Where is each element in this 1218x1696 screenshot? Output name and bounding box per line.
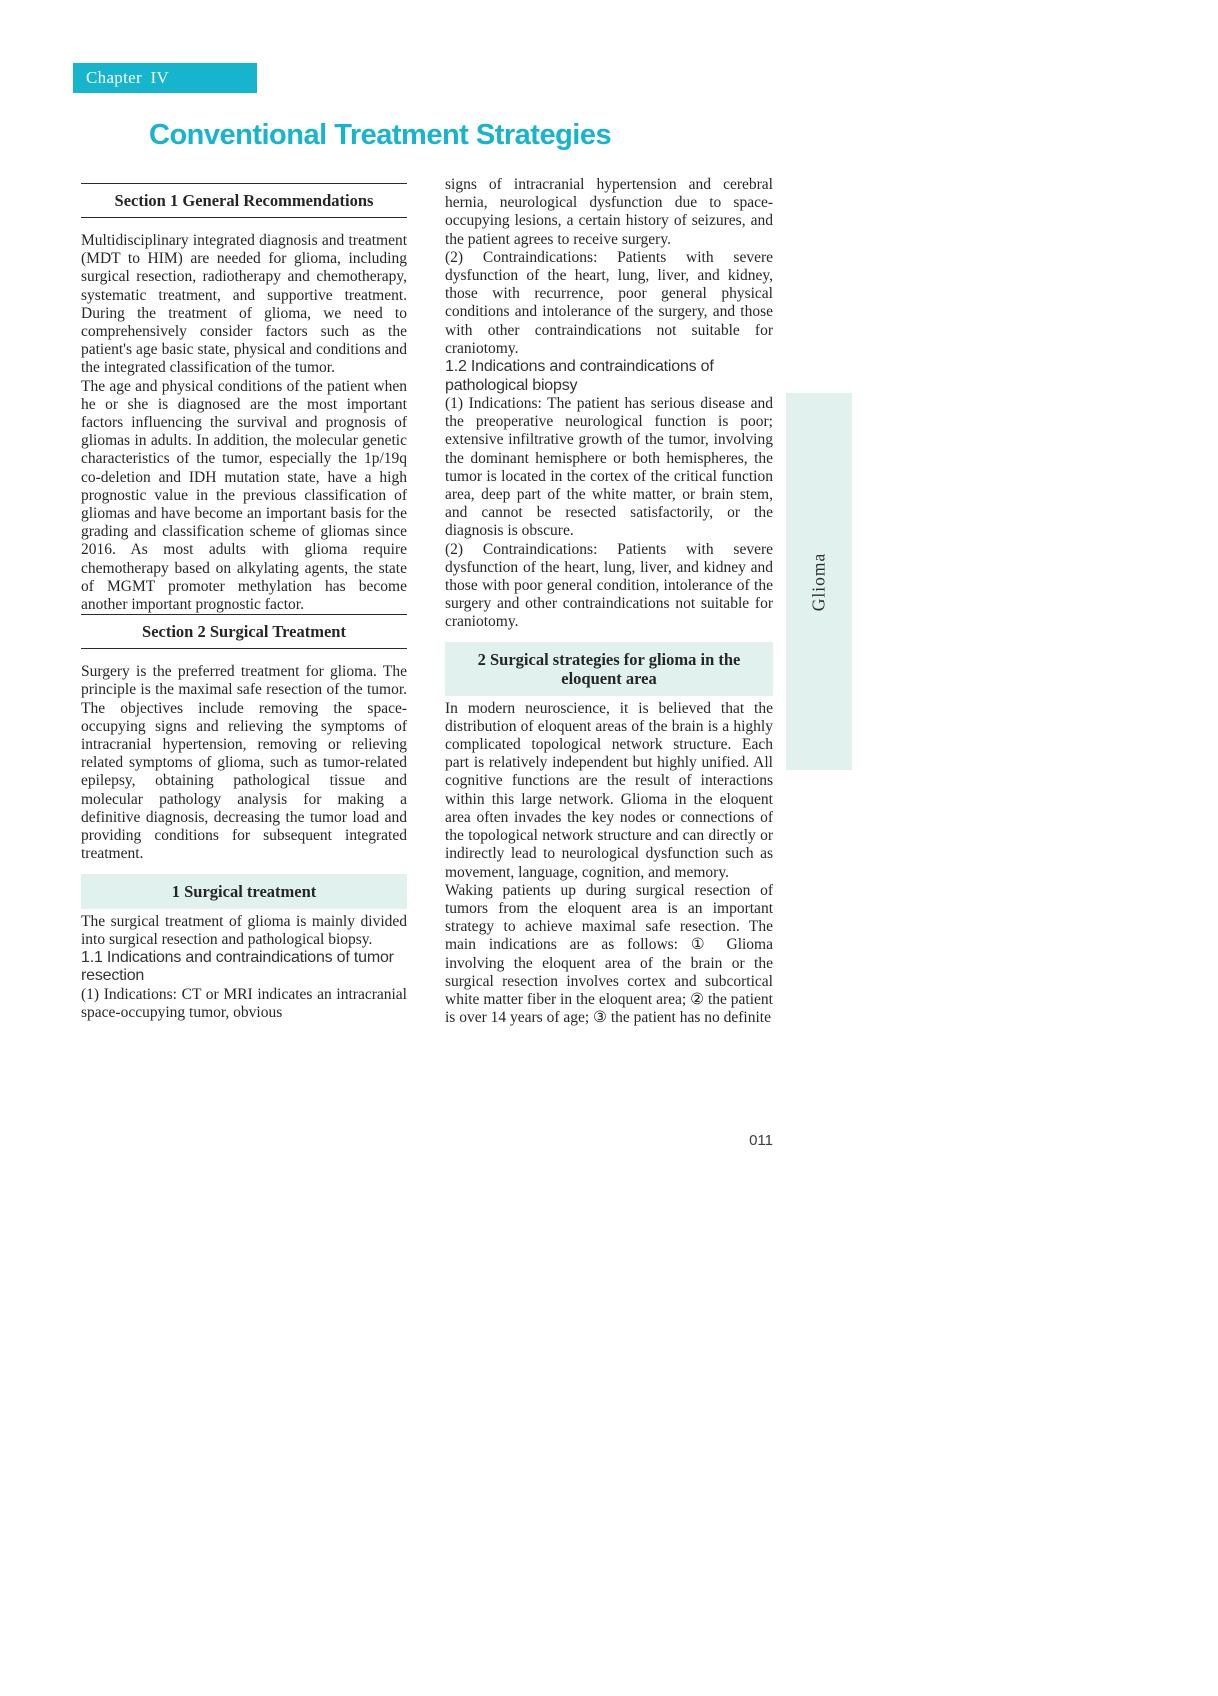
page-title: Conventional Treatment Strategies — [149, 119, 612, 152]
body-paragraph: (2) Contraindications: Patients with severe dysfunction of the heart, lung, liver, and kidney and those with poor general condition, intolerance of the surgery and other contraindications not suitable for craniotomy. — [445, 540, 773, 631]
side-tab-label: Glioma — [808, 552, 829, 611]
right-column — [445, 176, 773, 1027]
left-column — [81, 183, 407, 1022]
chapter-badge — [73, 63, 257, 93]
body-paragraph: The age and physical conditions of the patient when he or she is diagnosed are the most important factors influencing the survival and prognosis of gliomas in adults. In addition, the molecular genetic characteristics of the tumor, especially the 1p/19q co-deletion and IDH mutation state, have a high prognostic value in the previous classification of gliomas and have become an important basis for the grading and classification scheme of gliomas since 2016. As most adults with glioma require chemotherapy based on alkylating agents, the state of MGMT promoter methylation has become another important prognostic factor. — [81, 377, 407, 614]
body-paragraph: Multidisciplinary integrated diagnosis and treatment (MDT to HIM) are needed for glioma, including surgical resection, radiotherapy and chemotherapy, systematic treatment, and supportive treatment. During the treatment of glioma, we need to comprehensively consider factors such as the patient's age basic state, physical and conditions and the integrated classification of the tumor. — [81, 232, 407, 377]
body-paragraph: signs of intracranial hypertension and cerebral hernia, neurological dysfunction due to space-occupying lesions, a certain history of seizures, and the patient agrees to receive surgery. — [445, 176, 773, 248]
section-heading-1: Section 1 General Recommendations — [81, 183, 407, 218]
subsection-heading-1-2: 1.2 Indications and contraindications of pathological biopsy — [445, 358, 714, 394]
numbered-heading-2: 2 Surgical strategies for glioma in the eloquent area — [445, 642, 773, 696]
section-heading-2: Section 2 Surgical Treatment — [81, 614, 407, 649]
body-paragraph: (2) Contraindications: Patients with severe dysfunction of the heart, lung, liver, and kidney, those with recurrence, poor general physical conditions and intolerance of the surgery, and those with other contraindications not suitable for craniotomy. — [445, 248, 773, 357]
body-paragraph: Waking patients up during surgical resection of tumors from the eloquent area is an important strategy to achieve maximal safe resection. The main indications are as follows: ① Glioma involving the eloquent area of the brain or the surgical resection involves cortex and subcortical white matter fiber in the eloquent area; ② the patient is over 14 years of age; ③ the patient has no definite — [445, 881, 773, 1027]
body-paragraph: The surgical treatment of glioma is mainly divided into surgical resection and pathological biopsy. — [81, 912, 407, 948]
body-paragraph: (1) Indications: CT or MRI indicates an intracranial space-occupying tumor, obvious — [81, 985, 407, 1022]
chapter-label: Chapter IV — [86, 68, 170, 87]
page-number: 011 — [749, 1132, 773, 1149]
body-paragraph: In modern neuroscience, it is believed that the distribution of eloquent areas of the brain is a highly complicated topological network structure. Each part is relatively independent but highly unified. All cognitive functions are the result of interactions within this large network. Glioma in the eloquent area often invades the key nodes or connections of the topological network structure and can directly or indirectly lead to neurological dysfunction such as movement, language, cognition, and memory. — [445, 699, 773, 881]
body-paragraph: Surgery is the preferred treatment for glioma. The principle is the maximal safe resection of the tumor. The objectives include removing the space-occupying signs and relieving the symptoms of intracranial hypertension, removing or relieving related symptoms of glioma, such as tumor-related epilepsy, obtaining pathological tissue and molecular pathology analysis for making a definitive diagnosis, decreasing the tumor load and providing conditions for subsequent integrated treatment. — [81, 663, 407, 863]
subsection-heading-1-1: 1.1 Indications and contraindications of tumor resection — [81, 948, 394, 985]
body-paragraph: (1) Indications: The patient has serious disease and the preoperative neurological function is poor; extensive infiltrative growth of the tumor, involving the dominant hemisphere or both hemispheres, the tumor is located in the cortex of the critical function area, deep part of the white matter, or brain stem, and cannot be resected satisfactorily, or the diagnosis is obscure. — [445, 395, 773, 540]
glioma-side-tab — [786, 393, 852, 770]
numbered-heading-1: 1 Surgical treatment — [81, 874, 407, 909]
